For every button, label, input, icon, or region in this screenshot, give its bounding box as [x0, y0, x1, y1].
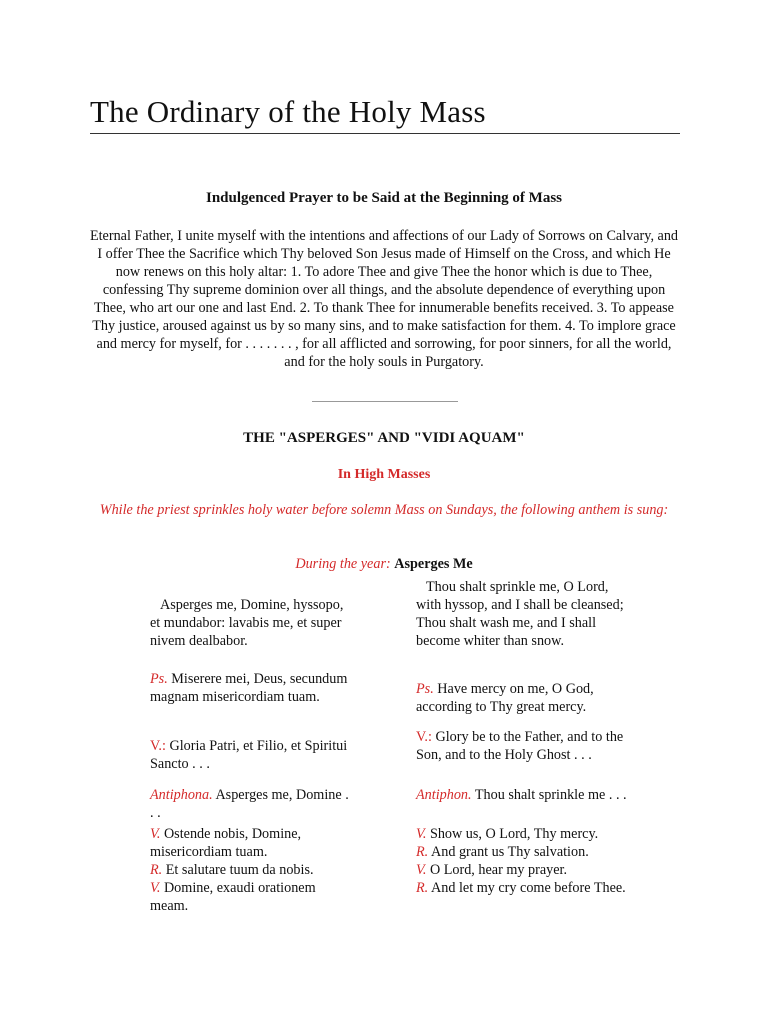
- english-v2-text: O Lord, hear my prayer.: [429, 862, 568, 878]
- english-v-text: Glory be to the Father, and to the Son, and to the Holy Ghost . . .: [416, 729, 624, 763]
- latin-v-text: Gloria Patri, et Filio, et Spiritui Sancto . . .: [150, 738, 348, 772]
- latin-gloria: [150, 737, 350, 773]
- latin-ps-text: Miserere mei, Deus, secundum magnam misericordiam tuam.: [150, 671, 348, 705]
- english-r2-label: R.: [416, 880, 429, 896]
- english-versicle-1: [416, 825, 631, 843]
- latin-antiphona-text: Asperges me, Domine . . .: [150, 787, 349, 821]
- english-v1-text: Show us, O Lord, Thy mercy.: [429, 826, 599, 842]
- section-divider: [312, 401, 458, 402]
- english-v2-label: V.: [416, 862, 427, 878]
- latin-response-1: [150, 861, 350, 879]
- prayer-heading: Indulgenced Prayer to be Said at the Beginning of Mass: [206, 190, 562, 206]
- latin-v2-label: V.: [150, 880, 161, 896]
- english-antiphon-label: Antiphon.: [416, 787, 472, 803]
- high-masses-subheading: In High Masses: [337, 467, 431, 482]
- latin-v2-text: Domine, exaudi orationem meam.: [150, 880, 316, 914]
- latin-r1-text: Et salutare tuum da nobis.: [165, 862, 314, 878]
- english-v1-label: V.: [416, 826, 427, 842]
- asperges-title-line: [0, 555, 768, 573]
- english-versicle-2: [416, 861, 631, 879]
- latin-v-label: V.:: [150, 738, 166, 754]
- english-gloria: [416, 728, 631, 764]
- english-r2-text: And let my cry come before Thee.: [430, 880, 626, 896]
- english-versicles: [416, 825, 631, 897]
- rubric-text: While the priest sprinkles holy water before solemn Mass on Sundays, the following anthem is sung:: [99, 502, 669, 518]
- english-r1-label: R.: [416, 844, 429, 860]
- latin-versicle-1: [150, 825, 350, 861]
- english-antiphon-repeat: [416, 786, 631, 804]
- english-ps-label: Ps.: [416, 681, 434, 697]
- english-r1-text: And grant us Thy salvation.: [430, 844, 589, 860]
- title-divider: [90, 133, 680, 134]
- english-v-label: V.:: [416, 729, 432, 745]
- section-heading: THE "ASPERGES" AND "VIDI AQUAM": [243, 430, 525, 446]
- english-ps-text: Have mercy on me, O God, according to Thy great mercy.: [416, 681, 594, 715]
- latin-r1-label: R.: [150, 862, 163, 878]
- latin-antiphon: Asperges me, Domine, hyssopo, et mundabor: lavabis me, et super nivem dealbabor.: [150, 597, 344, 649]
- page-title: The Ordinary of the Holy Mass: [90, 94, 486, 129]
- asperges-title: Asperges Me: [394, 556, 473, 572]
- latin-ps-label: Ps.: [150, 671, 168, 687]
- english-response-2: [416, 879, 631, 897]
- latin-antiphona-repeat: [150, 786, 350, 822]
- latin-psalm: [150, 670, 350, 706]
- latin-versicle-2: [150, 879, 350, 915]
- latin-v1-label: V.: [150, 826, 161, 842]
- english-response-1: [416, 843, 631, 861]
- latin-antiphona-label: Antiphona.: [150, 787, 213, 803]
- english-psalm: [416, 680, 631, 716]
- latin-versicles: [150, 825, 350, 915]
- prayer-body: Eternal Father, I unite myself with the intentions and affections of our Lady of Sorrows on Calvary, and I offer Thee the Sacrifice which Thy beloved Son Jesus made of Himself on the Cross, and which He now renews on this holy altar: 1. To adore Thee and give Thee the honor which is due to Thee, confessing Thy supreme dominion over all things, and the absolute dependence of everything upon Thee, who art our one and last End. 2. To thank Thee for innumerable benefits received. 3. To appease Thy justice, aroused against us by so many sins, and to make satisfaction for them. 4. To implore grace and mercy for myself, for . . . . . . . , for all afflicted and sorrowing, for poor sinners, for all the world, and for the holy souls in Purgatory.: [89, 228, 679, 370]
- during-year-label: During the year:: [295, 556, 391, 572]
- latin-v1-text: Ostende nobis, Domine, misericordiam tuam.: [150, 826, 302, 860]
- english-antiphon: Thou shalt sprinkle me, O Lord, with hyssop, and I shall be cleansed; Thou shalt wash me, and I shall become whiter than snow.: [416, 579, 624, 649]
- english-antiphon-text: Thou shalt sprinkle me . . .: [474, 787, 627, 803]
